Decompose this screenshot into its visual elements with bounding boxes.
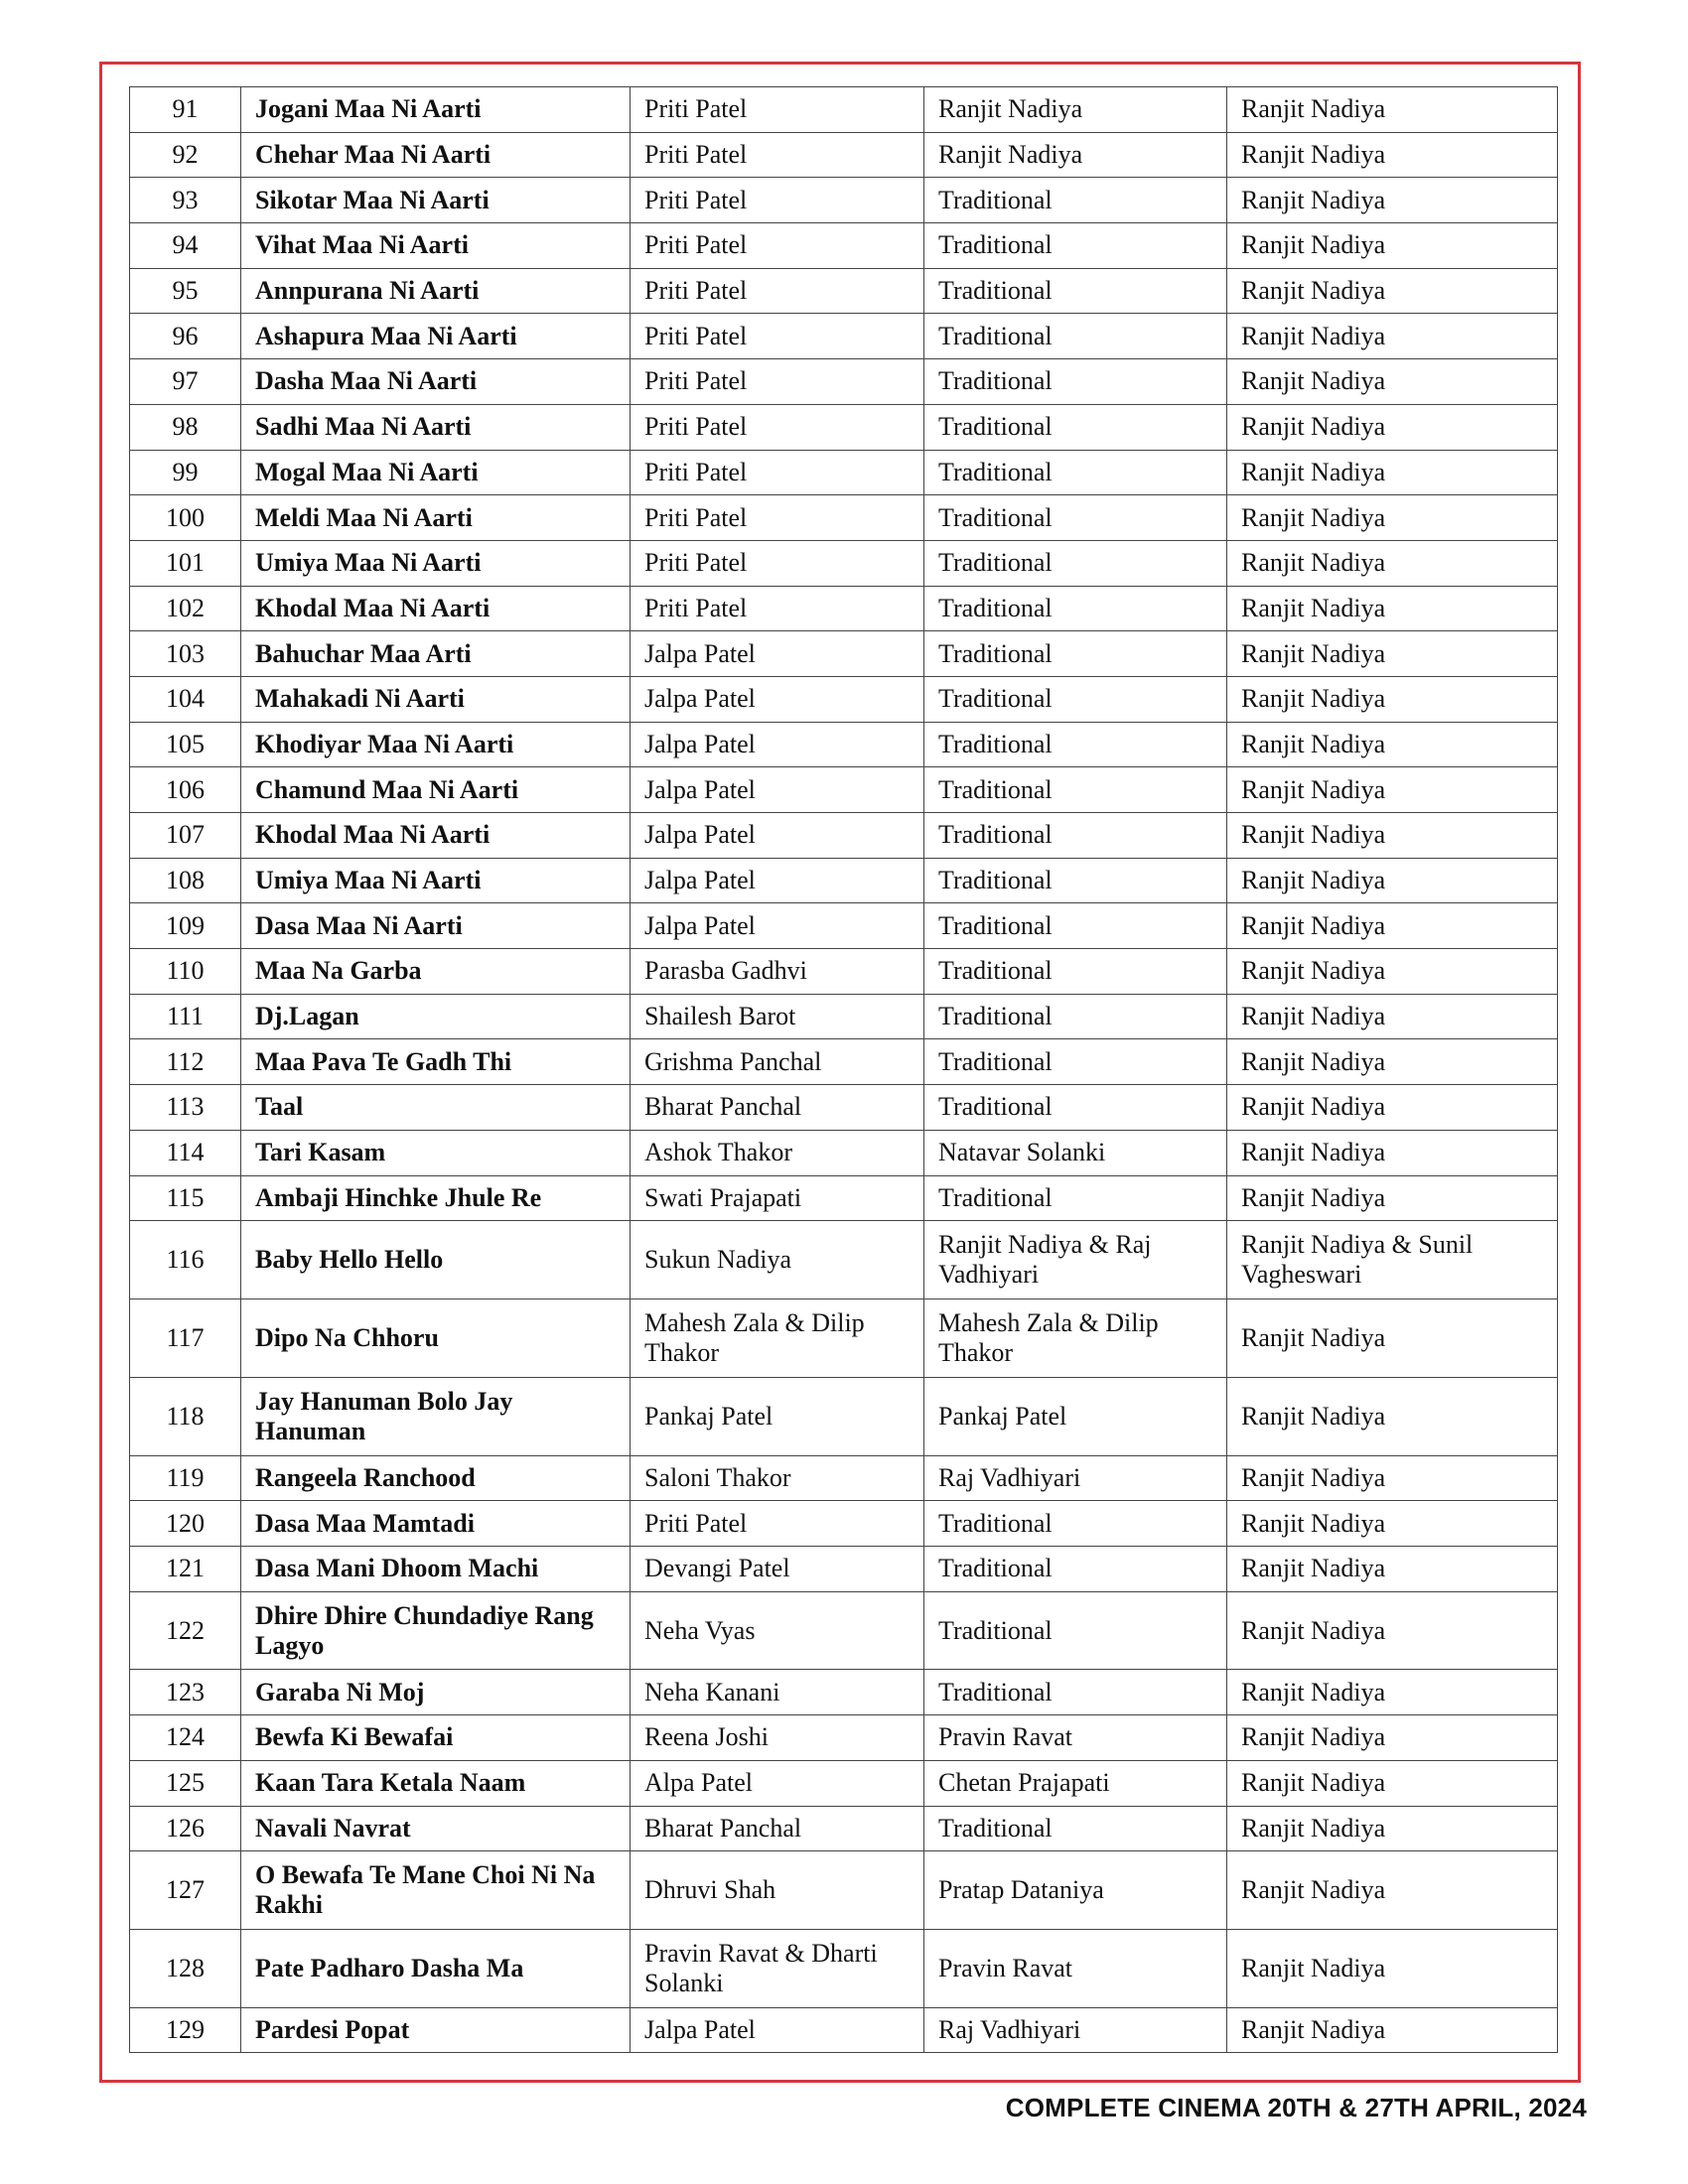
cell-number: 101 [130,540,241,586]
table-row [130,858,1558,903]
cell-music: Ranjit Nadiya [1227,994,1558,1039]
table-row [130,132,1558,178]
table-row [130,1175,1558,1221]
cell-number: 110 [130,949,241,995]
cell-song-title: Ashapura Maa Ni Aarti [241,314,631,359]
cell-number: 102 [130,586,241,631]
cell-song-title: Sikotar Maa Ni Aarti [241,178,631,223]
table-row [130,813,1558,859]
cell-song-title: Dasa Maa Mamtadi [241,1501,631,1547]
cell-number: 120 [130,1501,241,1547]
cell-lyricist: Traditional [924,676,1227,722]
cell-lyricist: Traditional [924,1806,1227,1851]
table-row [130,1929,1558,2007]
cell-music: Ranjit Nadiya [1227,1455,1558,1501]
cell-song-title: Jogani Maa Ni Aarti [241,87,631,133]
cell-music: Ranjit Nadiya [1227,1298,1558,1377]
cell-lyricist: Traditional [924,722,1227,767]
cell-music: Ranjit Nadiya [1227,1760,1558,1806]
cell-lyricist: Pravin Ravat [924,1929,1227,2007]
cell-song-title: Dhire Dhire Chundadiye Rang Lagyo [241,1591,631,1670]
cell-singer: Priti Patel [631,540,924,586]
cell-song-title: Dipo Na Chhoru [241,1298,631,1377]
cell-song-title: Dasa Mani Dhoom Machi [241,1546,631,1591]
cell-lyricist: Traditional [924,404,1227,450]
cell-music: Ranjit Nadiya [1227,586,1558,631]
cell-song-title: Vihat Maa Ni Aarti [241,223,631,269]
table-row [130,1806,1558,1851]
cell-number: 97 [130,359,241,405]
cell-lyricist: Traditional [924,858,1227,903]
table-row [130,903,1558,949]
cell-song-title: Dasa Maa Ni Aarti [241,903,631,949]
cell-music: Ranjit Nadiya [1227,495,1558,541]
cell-song-title: Dasha Maa Ni Aarti [241,359,631,405]
cell-music: Ranjit Nadiya [1227,2007,1558,2053]
table-row [130,1085,1558,1131]
table-row [130,767,1558,813]
table-row [130,1715,1558,1761]
cell-number: 129 [130,2007,241,2053]
cell-lyricist: Mahesh Zala & Dilip Thakor [924,1298,1227,1377]
table-row [130,1501,1558,1547]
cell-singer: Jalpa Patel [631,631,924,677]
cell-song-title: Mahakadi Ni Aarti [241,676,631,722]
cell-lyricist: Raj Vadhiyari [924,1455,1227,1501]
cell-music: Ranjit Nadiya & Sunil Vagheswari [1227,1221,1558,1299]
cell-singer: Priti Patel [631,450,924,495]
cell-song-title: Sadhi Maa Ni Aarti [241,404,631,450]
cell-song-title: Khodal Maa Ni Aarti [241,813,631,859]
cell-number: 123 [130,1670,241,1715]
cell-music: Ranjit Nadiya [1227,87,1558,133]
table-row [130,1591,1558,1670]
table-row [130,676,1558,722]
cell-lyricist: Traditional [924,1670,1227,1715]
cell-music: Ranjit Nadiya [1227,359,1558,405]
cell-song-title: Dj.Lagan [241,994,631,1039]
cell-song-title: Annpurana Ni Aarti [241,268,631,314]
cell-number: 116 [130,1221,241,1299]
cell-music: Ranjit Nadiya [1227,132,1558,178]
cell-music: Ranjit Nadiya [1227,1175,1558,1221]
cell-music: Ranjit Nadiya [1227,178,1558,223]
cell-lyricist: Traditional [924,813,1227,859]
cell-lyricist: Traditional [924,450,1227,495]
cell-song-title: Chehar Maa Ni Aarti [241,132,631,178]
cell-music: Ranjit Nadiya [1227,450,1558,495]
cell-singer: Saloni Thakor [631,1455,924,1501]
cell-lyricist: Traditional [924,495,1227,541]
cell-lyricist: Traditional [924,1501,1227,1547]
cell-number: 126 [130,1806,241,1851]
cell-song-title: Maa Na Garba [241,949,631,995]
cell-music: Ranjit Nadiya [1227,1715,1558,1761]
cell-lyricist: Natavar Solanki [924,1130,1227,1175]
cell-number: 124 [130,1715,241,1761]
cell-song-title: Pardesi Popat [241,2007,631,2053]
footer-publication-line: COMPLETE CINEMA 20TH & 27TH APRIL, 2024 [1005,2093,1587,2122]
table-body [130,87,1558,2053]
cell-singer: Priti Patel [631,87,924,133]
cell-singer: Priti Patel [631,314,924,359]
cell-song-title: Maa Pava Te Gadh Thi [241,1039,631,1085]
cell-lyricist: Traditional [924,178,1227,223]
cell-singer: Jalpa Patel [631,2007,924,2053]
cell-singer: Mahesh Zala & Dilip Thakor [631,1298,924,1377]
cell-number: 122 [130,1591,241,1670]
cell-number: 94 [130,223,241,269]
cell-music: Ranjit Nadiya [1227,1670,1558,1715]
cell-song-title: Bahuchar Maa Arti [241,631,631,677]
cell-lyricist: Pratap Dataniya [924,1851,1227,1930]
cell-music: Ranjit Nadiya [1227,903,1558,949]
table-row [130,495,1558,541]
cell-number: 98 [130,404,241,450]
cell-singer: Priti Patel [631,132,924,178]
cell-number: 100 [130,495,241,541]
cell-number: 95 [130,268,241,314]
cell-singer: Neha Kanani [631,1670,924,1715]
cell-lyricist: Pravin Ravat [924,1715,1227,1761]
cell-singer: Priti Patel [631,1501,924,1547]
cell-singer: Swati Prajapati [631,1175,924,1221]
cell-number: 107 [130,813,241,859]
table-row [130,994,1558,1039]
cell-number: 91 [130,87,241,133]
cell-singer: Dhruvi Shah [631,1851,924,1930]
cell-number: 93 [130,178,241,223]
cell-number: 99 [130,450,241,495]
cell-song-title: Chamund Maa Ni Aarti [241,767,631,813]
cell-singer: Jalpa Patel [631,813,924,859]
table-row [130,1039,1558,1085]
cell-lyricist: Traditional [924,586,1227,631]
table-row [130,1298,1558,1377]
cell-number: 117 [130,1298,241,1377]
cell-number: 92 [130,132,241,178]
cell-singer: Ashok Thakor [631,1130,924,1175]
table-row [130,314,1558,359]
cell-song-title: O Bewafa Te Mane Choi Ni Na Rakhi [241,1851,631,1930]
cell-number: 114 [130,1130,241,1175]
cell-number: 119 [130,1455,241,1501]
cell-number: 96 [130,314,241,359]
cell-singer: Reena Joshi [631,1715,924,1761]
cell-song-title: Baby Hello Hello [241,1221,631,1299]
table-row [130,1851,1558,1930]
cell-number: 106 [130,767,241,813]
cell-lyricist: Traditional [924,314,1227,359]
cell-music: Ranjit Nadiya [1227,949,1558,995]
cell-singer: Bharat Panchal [631,1085,924,1131]
cell-lyricist: Traditional [924,631,1227,677]
table-row [130,87,1558,133]
cell-number: 113 [130,1085,241,1131]
table-row [130,722,1558,767]
table-row [130,949,1558,995]
table-row [130,1130,1558,1175]
table-row [130,1455,1558,1501]
cell-number: 105 [130,722,241,767]
cell-singer: Grishma Panchal [631,1039,924,1085]
cell-singer: Parasba Gadhvi [631,949,924,995]
cell-singer: Priti Patel [631,268,924,314]
table-row [130,404,1558,450]
cell-song-title: Meldi Maa Ni Aarti [241,495,631,541]
table-row [130,1760,1558,1806]
cell-lyricist: Traditional [924,903,1227,949]
cell-singer: Jalpa Patel [631,767,924,813]
cell-music: Ranjit Nadiya [1227,1591,1558,1670]
cell-song-title: Ambaji Hinchke Jhule Re [241,1175,631,1221]
cell-song-title: Umiya Maa Ni Aarti [241,858,631,903]
cell-music: Ranjit Nadiya [1227,1851,1558,1930]
cell-song-title: Khodal Maa Ni Aarti [241,586,631,631]
cell-music: Ranjit Nadiya [1227,540,1558,586]
cell-lyricist: Traditional [924,1546,1227,1591]
cell-number: 127 [130,1851,241,1930]
cell-music: Ranjit Nadiya [1227,1546,1558,1591]
cell-number: 104 [130,676,241,722]
cell-music: Ranjit Nadiya [1227,858,1558,903]
cell-singer: Priti Patel [631,495,924,541]
cell-music: Ranjit Nadiya [1227,268,1558,314]
cell-song-title: Bewfa Ki Bewafai [241,1715,631,1761]
table-row [130,2007,1558,2053]
cell-singer: Alpa Patel [631,1760,924,1806]
cell-singer: Sukun Nadiya [631,1221,924,1299]
cell-lyricist: Traditional [924,767,1227,813]
table-row [130,1221,1558,1299]
cell-music: Ranjit Nadiya [1227,1085,1558,1131]
cell-singer: Priti Patel [631,223,924,269]
cell-music: Ranjit Nadiya [1227,722,1558,767]
cell-song-title: Pate Padharo Dasha Ma [241,1929,631,2007]
cell-number: 111 [130,994,241,1039]
cell-singer: Shailesh Barot [631,994,924,1039]
cell-lyricist: Pankaj Patel [924,1377,1227,1455]
table-row [130,586,1558,631]
cell-lyricist: Traditional [924,223,1227,269]
cell-lyricist: Traditional [924,1085,1227,1131]
cell-music: Ranjit Nadiya [1227,1501,1558,1547]
cell-music: Ranjit Nadiya [1227,404,1558,450]
cell-lyricist: Ranjit Nadiya [924,87,1227,133]
table-row [130,450,1558,495]
cell-music: Ranjit Nadiya [1227,813,1558,859]
cell-lyricist: Traditional [924,359,1227,405]
cell-song-title: Umiya Maa Ni Aarti [241,540,631,586]
cell-lyricist: Traditional [924,949,1227,995]
cell-singer: Jalpa Patel [631,903,924,949]
cell-lyricist: Traditional [924,1175,1227,1221]
cell-music: Ranjit Nadiya [1227,1039,1558,1085]
cell-singer: Priti Patel [631,178,924,223]
cell-singer: Neha Vyas [631,1591,924,1670]
cell-singer: Pankaj Patel [631,1377,924,1455]
cell-singer: Jalpa Patel [631,858,924,903]
table-row [130,268,1558,314]
cell-song-title: Garaba Ni Moj [241,1670,631,1715]
cell-song-title: Rangeela Ranchood [241,1455,631,1501]
cell-music: Ranjit Nadiya [1227,1130,1558,1175]
cell-number: 118 [130,1377,241,1455]
cell-lyricist: Traditional [924,1039,1227,1085]
cell-number: 125 [130,1760,241,1806]
cell-singer: Priti Patel [631,404,924,450]
cell-lyricist: Raj Vadhiyari [924,2007,1227,2053]
cell-lyricist: Traditional [924,1591,1227,1670]
cell-number: 108 [130,858,241,903]
cell-singer: Jalpa Patel [631,676,924,722]
cell-song-title: Tari Kasam [241,1130,631,1175]
cell-music: Ranjit Nadiya [1227,767,1558,813]
cell-singer: Priti Patel [631,359,924,405]
cell-singer: Pravin Ravat & Dharti Solanki [631,1929,924,2007]
cell-singer: Bharat Panchal [631,1806,924,1851]
table-row [130,1546,1558,1591]
table-row [130,1670,1558,1715]
cell-singer: Priti Patel [631,586,924,631]
cell-music: Ranjit Nadiya [1227,314,1558,359]
cell-song-title: Khodiyar Maa Ni Aarti [241,722,631,767]
cell-number: 115 [130,1175,241,1221]
cell-song-title: Mogal Maa Ni Aarti [241,450,631,495]
song-credits-table [129,86,1558,2053]
cell-music: Ranjit Nadiya [1227,1806,1558,1851]
cell-music: Ranjit Nadiya [1227,676,1558,722]
cell-singer: Devangi Patel [631,1546,924,1591]
table-row [130,178,1558,223]
cell-song-title: Navali Navrat [241,1806,631,1851]
table-row [130,631,1558,677]
table-row [130,223,1558,269]
cell-lyricist: Chetan Prajapati [924,1760,1227,1806]
cell-lyricist: Ranjit Nadiya & Raj Vadhiyari [924,1221,1227,1299]
cell-lyricist: Traditional [924,540,1227,586]
cell-number: 109 [130,903,241,949]
cell-number: 112 [130,1039,241,1085]
cell-lyricist: Ranjit Nadiya [924,132,1227,178]
cell-singer: Jalpa Patel [631,722,924,767]
cell-number: 121 [130,1546,241,1591]
cell-music: Ranjit Nadiya [1227,1929,1558,2007]
cell-music: Ranjit Nadiya [1227,223,1558,269]
table-row [130,540,1558,586]
cell-lyricist: Traditional [924,994,1227,1039]
table-row [130,359,1558,405]
cell-song-title: Kaan Tara Ketala Naam [241,1760,631,1806]
cell-number: 103 [130,631,241,677]
cell-music: Ranjit Nadiya [1227,631,1558,677]
table-row [130,1377,1558,1455]
cell-music: Ranjit Nadiya [1227,1377,1558,1455]
cell-lyricist: Traditional [924,268,1227,314]
cell-number: 128 [130,1929,241,2007]
cell-song-title: Jay Hanuman Bolo Jay Hanuman [241,1377,631,1455]
cell-song-title: Taal [241,1085,631,1131]
